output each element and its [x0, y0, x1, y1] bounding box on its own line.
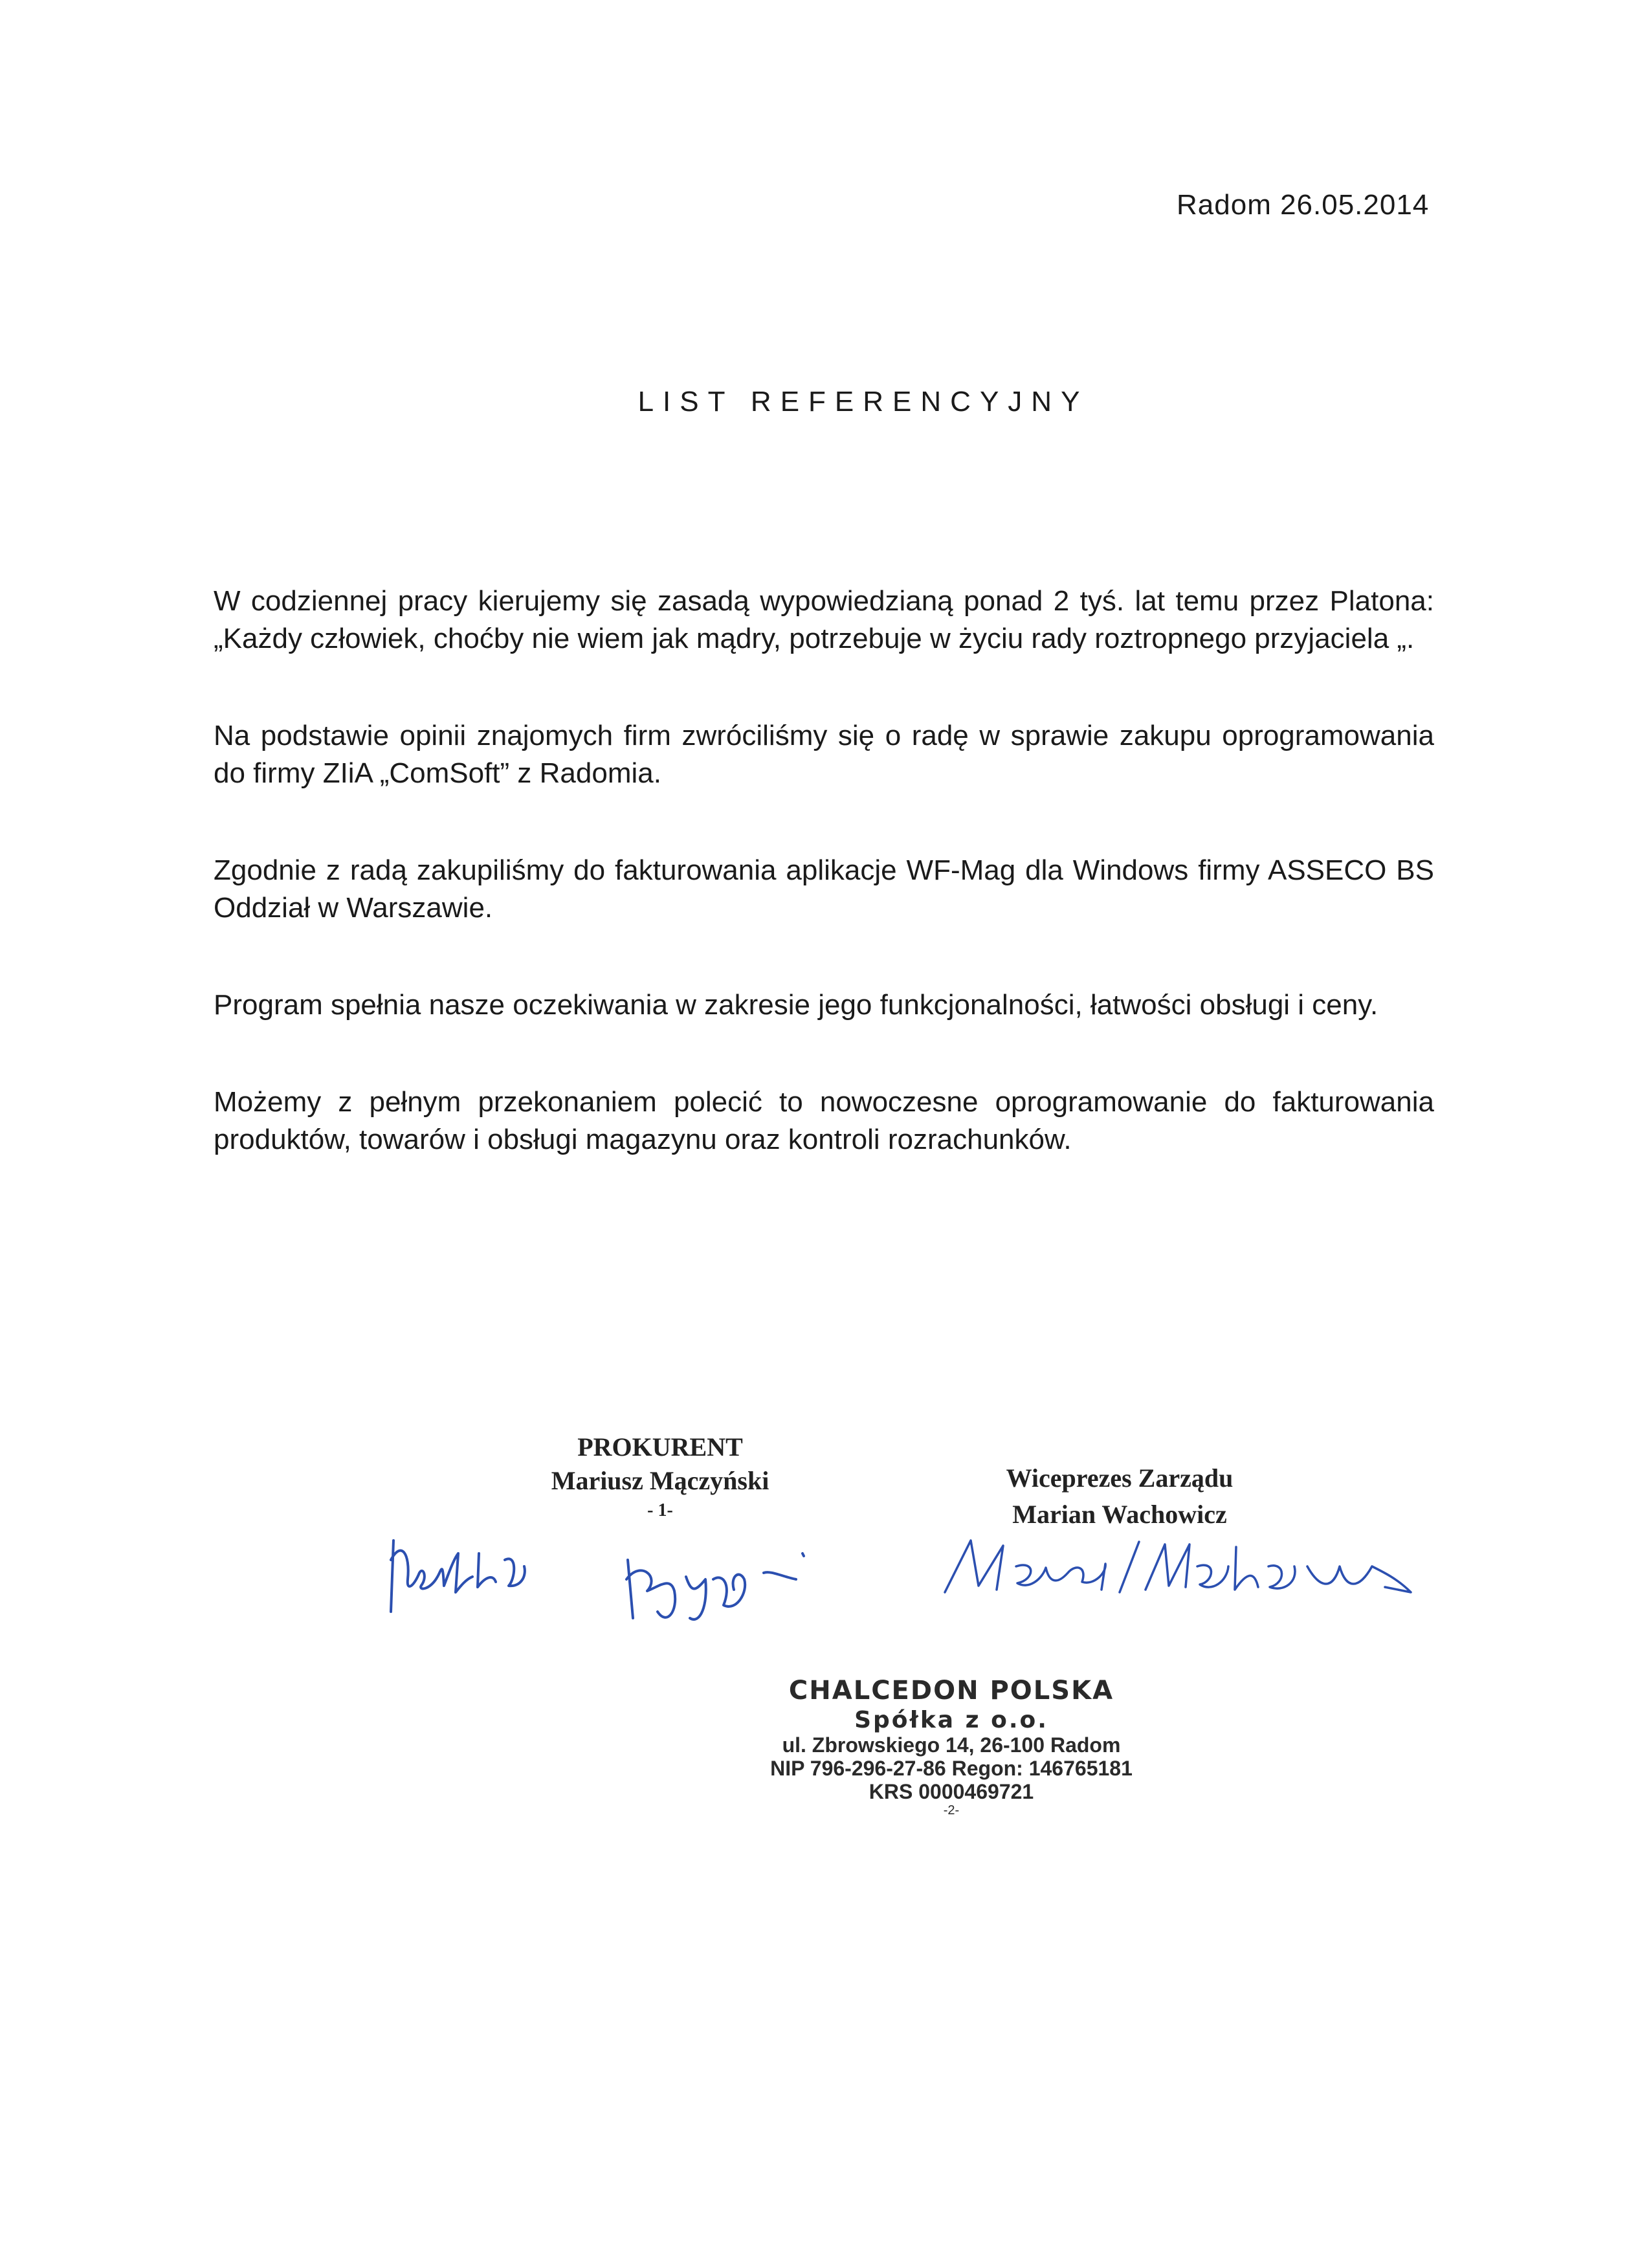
prokurent-stamp	[492, 1430, 828, 1524]
vice-president-stamp	[932, 1460, 1307, 1533]
company-stamp-mark: -2-	[943, 1803, 960, 1818]
company-identifiers: NIP 796-296-27-86 Regon: 146765181	[770, 1757, 1133, 1780]
paragraph-2: Na podstawie opinii znajomych firm zwróciliśmy się o radę w sprawie zakupu oprogramowania do firmy ZIiA „ComSoft” z Radomia.	[214, 720, 1434, 789]
letter-body	[214, 583, 1434, 1159]
prokurent-signature	[382, 1515, 848, 1638]
company-krs: KRS 0000469721	[869, 1780, 1034, 1803]
paragraph-5: Możemy z pełnym przekonaniem polecić to nowoczesne oprogramowanie do fakturowania produktów, towarów i obsługi magazynu oraz kontroli rozrachunków.	[214, 1086, 1434, 1155]
date-line: Radom 26.05.2014	[1177, 189, 1430, 221]
letter-title: LIST REFERENCYJNY	[637, 386, 1089, 417]
company-address: ul. Zbrowskiego 14, 26-100 Radom	[782, 1733, 1121, 1757]
prokurent-name: Mariusz Mączyński	[551, 1466, 769, 1495]
vice-president-role: Wiceprezes Zarządu	[1006, 1463, 1234, 1493]
company-legal-form: Spółka z o.o.	[854, 1707, 1048, 1733]
prokurent-mark: - 1-	[647, 1500, 673, 1520]
paragraph-1: W codziennej pracy kierujemy się zasadą wypowiedzianą ponad 2 tyś. lat temu przez Platona: „Każdy człowiek, choćby nie wiem jak mądry, potrzebuje w życiu rady roztropnego przyjaciela „.	[214, 585, 1434, 654]
paragraph-3: Zgodnie z radą zakupiliśmy do fakturowania aplikacje WF-Mag dla Windows firmy ASSECO BS Oddział w Warszawie.	[214, 854, 1434, 924]
prokurent-role: PROKURENT	[577, 1432, 743, 1462]
company-name: CHALCEDON POLSKA	[788, 1676, 1114, 1706]
vice-president-name: Marian Wachowicz	[1012, 1500, 1227, 1529]
company-stamp	[764, 1674, 1139, 1818]
vice-president-signature	[932, 1528, 1424, 1605]
paragraph-4: Program spełnia nasze oczekiwania w zakresie jego funkcjonalności, łatwości obsługi i ceny.	[214, 989, 1378, 1021]
